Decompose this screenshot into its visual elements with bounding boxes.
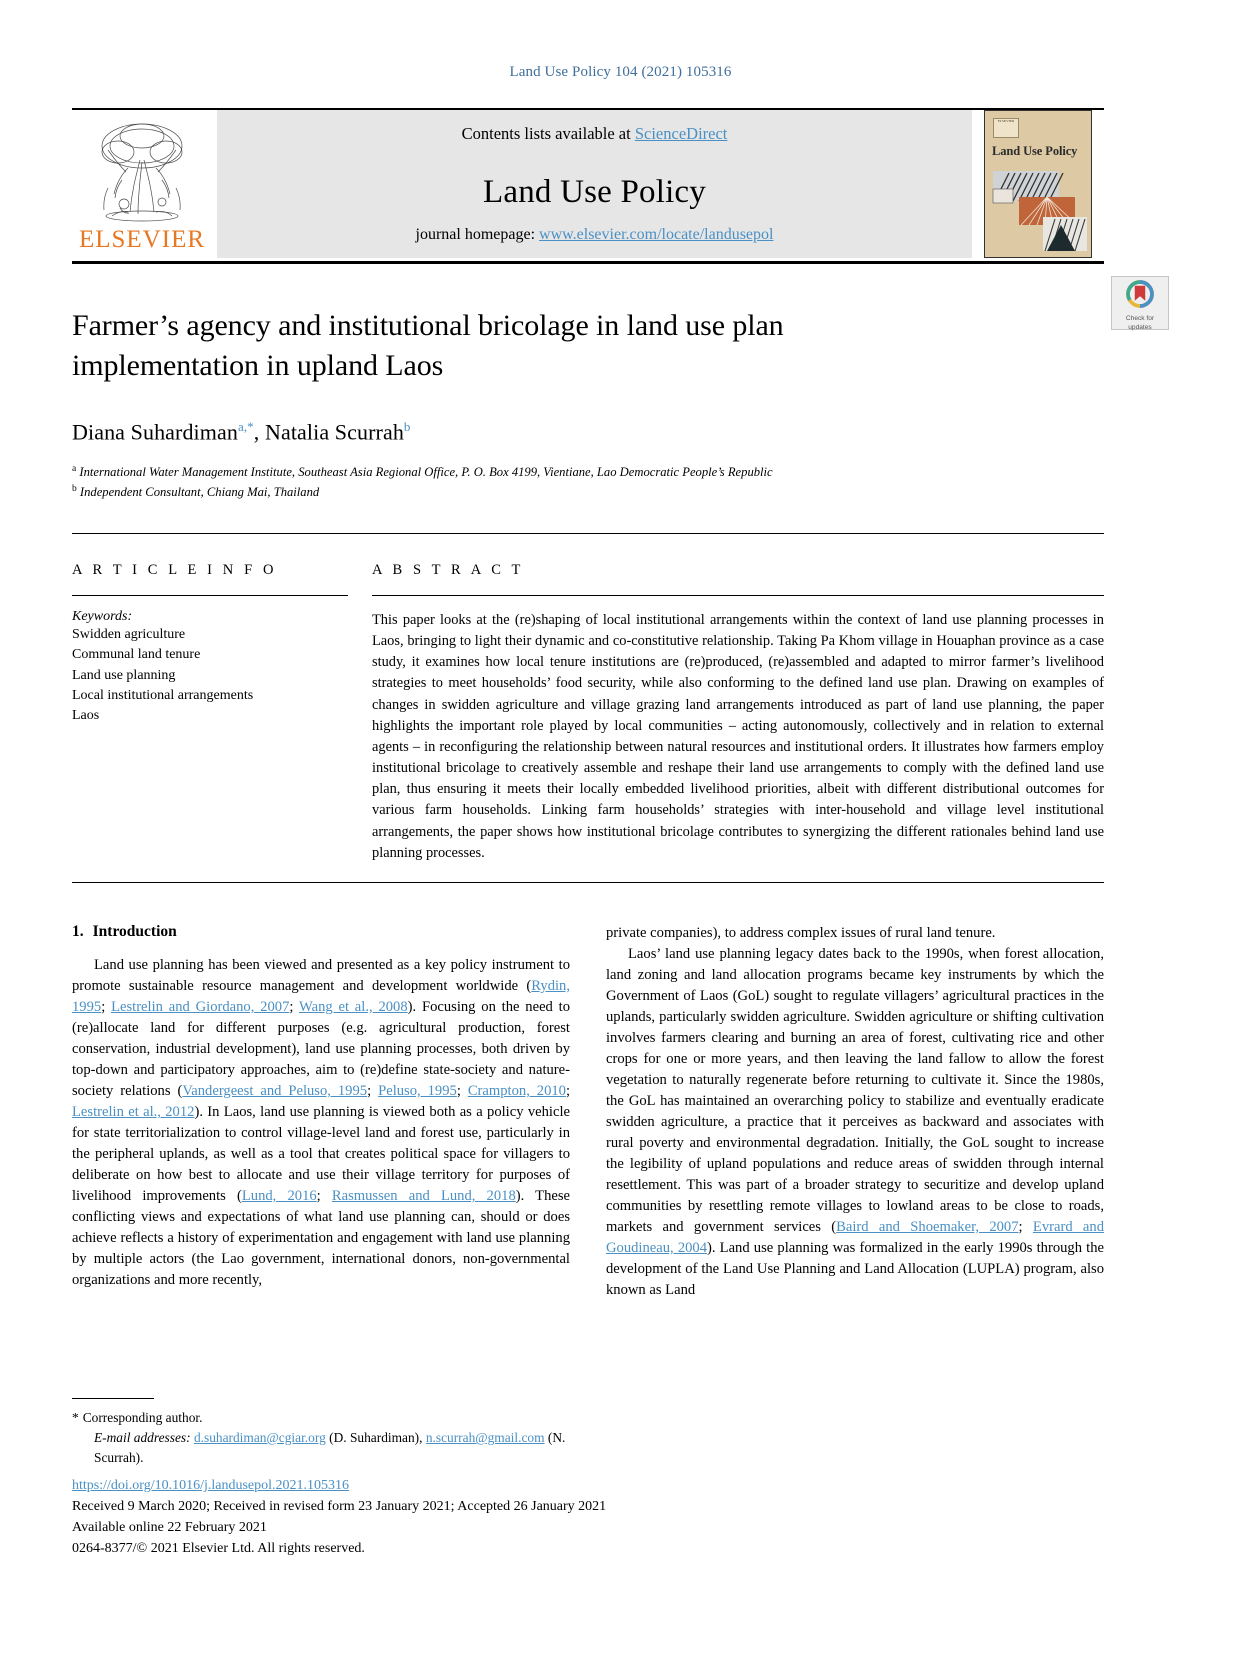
affiliations	[72, 462, 1169, 503]
email-note	[72, 1428, 570, 1468]
crossmark-line-2: updates	[1128, 324, 1152, 332]
info-abstract-row	[72, 562, 1104, 864]
abstract-bottom-rule	[72, 882, 1104, 883]
affiliation-b-text: Independent Consultant, Chiang Mai, Thailand	[79, 485, 320, 500]
crossmark-line-1: Check for	[1125, 315, 1155, 322]
citation-link[interactable]: Evrard and Goudineau, 2004	[606, 1218, 1105, 1256]
intro-text-1: Land use planning has been viewed and presented as a key policy instrument to promote sustainable resource management and development worldwide (	[72, 956, 570, 994]
footnote-block	[72, 1398, 570, 1468]
sciencedirect-link[interactable]: ScienceDirect	[634, 124, 728, 143]
title-block	[72, 306, 1169, 503]
citation-link[interactable]: Rydin, 1995	[72, 977, 570, 1015]
email-owner-2: (N. Scurrah).	[94, 1430, 566, 1466]
keyword-item: Laos	[72, 708, 100, 724]
affiliation-b-marker: b	[72, 484, 77, 495]
running-head: Land Use Policy 104 (2021) 105316	[509, 64, 732, 80]
cite-sep: ;	[1018, 1218, 1033, 1235]
cover-art-icon	[985, 167, 1091, 253]
article-info-column	[72, 562, 372, 864]
citation-link[interactable]: Peluso, 1995	[378, 1082, 457, 1099]
corresponding-author-note	[72, 1408, 570, 1428]
keywords-list	[72, 625, 348, 726]
cover-publisher-badge: ELSEVIER	[993, 118, 1019, 138]
cite-sep: ;	[456, 1082, 468, 1099]
affiliation-a-marker: a	[72, 463, 77, 474]
author-name-1: Diana Suhardiman	[72, 419, 238, 445]
elsevier-logo	[72, 110, 212, 258]
right-text-1: Laos’ land use planning legacy dates back to the 1990s, when forest allocation, land zoning and land allocation programs became key instruments by which the Government of Laos (GoL) sought to regulate villagers’ agricultural practices in the uplands, particularly swidden agriculture. Swidden agriculture or shifting cultivation involves farmers clearing and burning an area of forest, cultivating rice and other crops for one or more years, and then leaving the land fallow to allow the forest vegetation to naturally regenerate before returning to cultivate it. Since the 1980s, the GoL has maintained an overarching policy to stabilize and eventually eradicate swidden agriculture, a practice that it perceives as backward and associates with rural poverty and environmental degradation. Initially, the GoL sought to increase the legibility of upland populations and reduce areas of swidden through internal resettlement. This was part of a broader strategy to securitize and develop upland communities by resettling remote villages to lowland areas to be close to roads, markets and government services (	[606, 945, 1104, 1235]
article-info-heading: A R T I C L E I N F O	[72, 561, 278, 578]
abstract-column	[372, 562, 1104, 864]
citation-link[interactable]: Lestrelin et al., 2012	[72, 1103, 195, 1120]
abstract-rule	[372, 595, 1104, 596]
intro-text-4: ). These conflicting views and expectations of what land use planning can, should or does achieve reflects a history of experimentation and engagement with land use planning by multiple actors (the Lao government, international donors, non-governmental organizations and more recently,	[72, 1187, 570, 1288]
masthead-band	[217, 110, 972, 258]
homepage-line	[217, 226, 972, 244]
cite-sep: ;	[101, 998, 112, 1015]
citation-link[interactable]: Baird and Shoemaker, 2007	[836, 1218, 1019, 1235]
email-link-author-1[interactable]: d.suhardiman@cgiar.org	[193, 1430, 326, 1446]
citation-link[interactable]: Lund, 2016	[241, 1187, 317, 1204]
crossmark-icon	[1125, 279, 1155, 309]
citation-link[interactable]: Lestrelin and Giordano, 2007	[111, 998, 290, 1015]
keywords-label: Keywords:	[72, 608, 133, 624]
body-columns	[72, 923, 1104, 1301]
intro-text-3: ). In Laos, land use planning is viewed both as a policy vehicle for state territorialization to control village-level land and forest use, particularly in the peripheral uplands, as well as a tool that creates political space for villagers to deliberate on how best to allocate and use their village territory for purposes of livelihood improvements (	[72, 1103, 570, 1204]
contents-line	[217, 124, 972, 144]
affiliation-a	[72, 462, 1169, 483]
author-name-2: Natalia Scurrah	[264, 419, 404, 445]
footnote-star: *	[72, 1410, 79, 1425]
journal-cover-thumbnail	[984, 110, 1092, 258]
body-column-right	[606, 923, 1104, 1301]
intro-text-2: ). Focusing on the need to (re)allocate land for different purposes (e.g. agricultural production, forest conservation, industrial development), land use planning processes, both driven by top-down and participatory approaches, aim to (re)define state-society and nature-society relations (	[72, 998, 571, 1099]
author-1-affiliation-marker: a,*	[237, 419, 254, 435]
cover-artwork	[985, 167, 1091, 253]
elsevier-wordmark: ELSEVIER	[78, 226, 206, 253]
email-link-author-2[interactable]: n.scurrah@gmail.com	[425, 1430, 545, 1446]
elsevier-tree-icon	[78, 116, 206, 228]
citation-link[interactable]: Rasmussen and Lund, 2018	[331, 1187, 516, 1204]
section-title: Introduction	[92, 922, 177, 940]
citation-link[interactable]: Crampton, 2010	[467, 1082, 566, 1099]
received-dates: Received 9 March 2020; Received in revised form 23 January 2021; Accepted 26 January 2021	[72, 1499, 607, 1514]
body-column-left	[72, 923, 570, 1301]
keyword-item: Land use planning	[72, 667, 176, 683]
journal-homepage-link[interactable]: www.elsevier.com/locate/landusepol	[539, 226, 774, 243]
page-title: Farmer’s agency and institutional bricolage in land use plan implementation in upland Laos	[72, 309, 784, 382]
doi-link[interactable]: https://doi.org/10.1016/j.landusepol.2021.105316	[72, 1478, 350, 1493]
journal-title: Land Use Policy	[483, 173, 706, 210]
citation-link[interactable]: Vandergeest and Peluso, 1995	[182, 1082, 368, 1099]
affiliation-a-text: International Water Management Institute, Southeast Asia Regional Office, P. O. Box 4199, Vientiane, Lao Democratic People’s Republic	[79, 464, 773, 479]
section-heading-introduction	[72, 923, 570, 941]
journal-masthead	[72, 108, 1169, 264]
intro-paragraph-left	[72, 955, 570, 1291]
keyword-item: Swidden agriculture	[72, 626, 186, 642]
info-separator-rule	[72, 533, 1104, 534]
available-online: Available online 22 February 2021	[72, 1520, 267, 1535]
author-list	[72, 419, 1169, 445]
homepage-prefix: journal homepage:	[415, 226, 540, 243]
footnote-rule	[72, 1398, 154, 1399]
affiliation-b	[72, 482, 1169, 503]
keyword-item: Local institutional arrangements	[72, 687, 254, 703]
right-text-2: ). Land use planning was formalized in the early 1990s through the development of the Land Use Planning and Land Allocation (LUPLA) program, also known as Land	[606, 1239, 1104, 1298]
contents-prefix: Contents lists available at	[461, 124, 635, 143]
email-owner-1: (D. Suhardiman),	[329, 1430, 423, 1446]
cover-title: Land Use Policy	[992, 144, 1078, 158]
abstract-heading: A B S T R A C T	[372, 561, 524, 578]
copyright-line: 0264-8377/© 2021 Elsevier Ltd. All rights reserved.	[72, 1541, 365, 1556]
intro-paragraph-right	[606, 944, 1104, 1301]
crossmark-badge[interactable]	[1111, 276, 1169, 330]
abstract-text: This paper looks at the (re)shaping of local institutional arrangements within the context of land use planning processes in Laos, bringing to light their dynamic and co-constitutive relationship. Taking Pa Khom village in Houaphan province as a case study, it examines how local tenure institutions are (re)produced, (re)assembled and adapted to mirror farmer’s livelihood strategies to meet households’ food security, while also conforming to the defined land use plan. Drawing on examples of changes in swidden agriculture and village grazing land arrangements introduced as part of land use planning, the paper highlights the important role played by local communities – acting autonomously, collectively and in relation to external agents – in reconfiguring the relationship between natural resources and institutional orders. It illustrates how farmers employ institutional bricolage to creatively assemble and reshape their land use arrangements to comply with the defined land use plan, thus ensuring it meets their locally embedded livelihood priorities, albeit with different distributional outcomes for various farm households. Linking farm households’ strategies with inter-household and village level institutional arrangements, the paper shows how institutional bricolage contributes to synergizing the different rationales behind land use planning processes.	[372, 611, 1104, 861]
cite-sep: ;	[565, 1082, 571, 1099]
doi-line	[72, 1475, 772, 1496]
author-separator: ,	[253, 419, 265, 445]
keyword-item: Communal land tenure	[72, 647, 201, 663]
section-number: 1.	[72, 922, 84, 940]
masthead-bottom-rule	[72, 261, 1104, 264]
corresponding-author-text: Corresponding author.	[82, 1410, 203, 1425]
article-info-rule	[72, 595, 348, 596]
author-2-affiliation-marker: b	[403, 419, 411, 435]
email-label: E-mail addresses:	[94, 1430, 191, 1446]
intro-paragraph-right-continued: private companies), to address complex issues of rural land tenure.	[606, 924, 996, 941]
cite-sep: ;	[316, 1187, 332, 1204]
publication-footer	[72, 1475, 772, 1559]
citation-link[interactable]: Wang et al., 2008	[298, 998, 408, 1015]
cite-sep: ;	[289, 998, 299, 1015]
cite-sep: ;	[367, 1082, 379, 1099]
